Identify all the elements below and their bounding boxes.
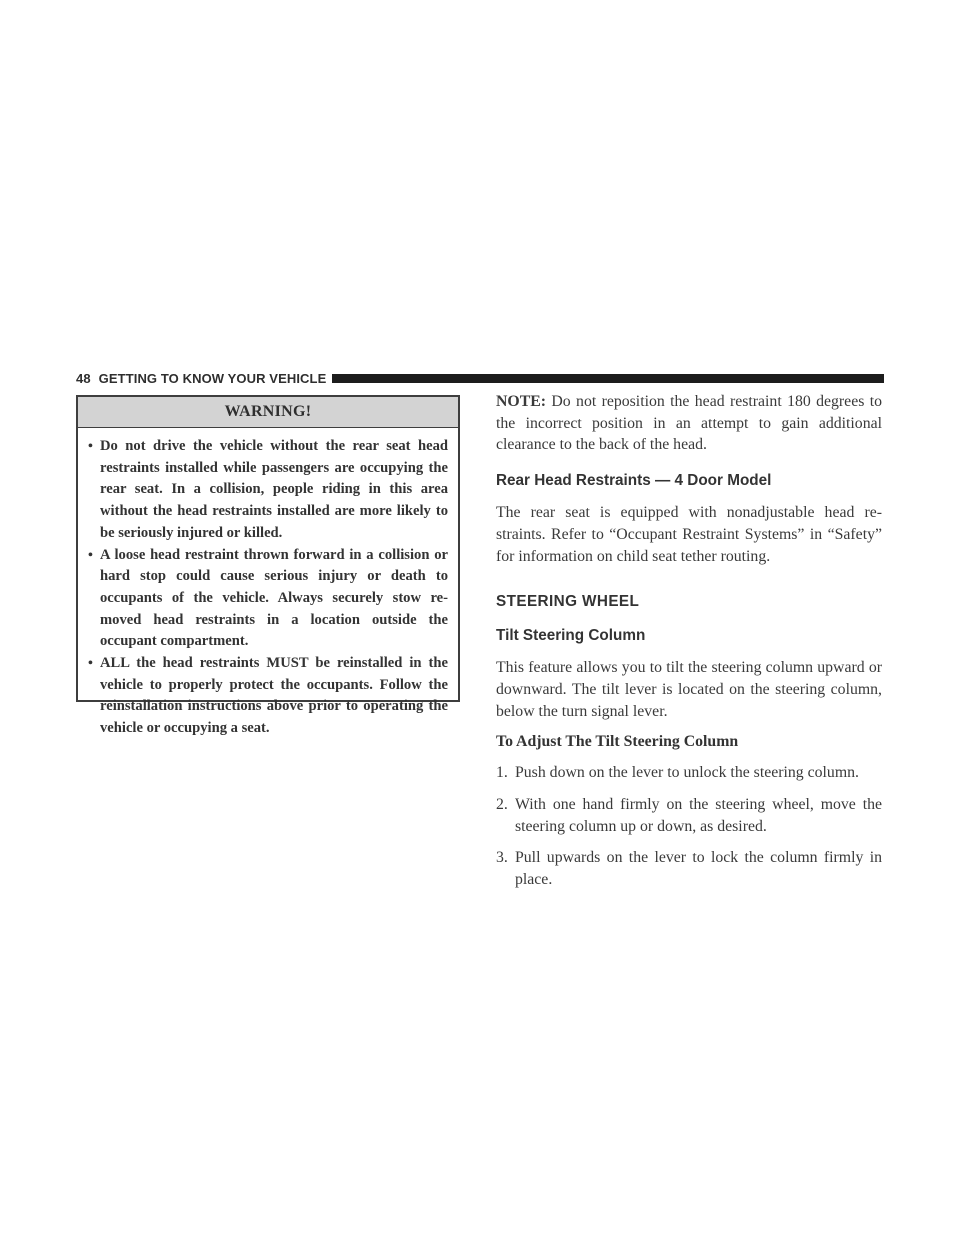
warning-box xyxy=(76,395,460,737)
note-paragraph xyxy=(496,391,882,456)
page-header xyxy=(76,370,884,386)
bullet-icon: • xyxy=(88,547,93,563)
steering-heading: STEERING WHEEL xyxy=(496,593,640,611)
page-number: 48 xyxy=(76,370,91,386)
step-text: With one hand firmly on the steering wheel, move the steering column up or down, as desired. xyxy=(515,796,882,835)
rear-head-heading: Rear Head Restraints — 4 Door Model xyxy=(496,472,772,490)
section-title: GETTING TO KNOW YOUR VEHICLE xyxy=(98,370,327,386)
steering-subheading: Tilt Steering Column xyxy=(496,627,646,645)
step-item xyxy=(496,794,882,837)
warning-item xyxy=(90,545,448,654)
note-text: Do not reposition the head restraint 180 degrees to the incorrect position in an attempt to gain additional clearance to the back of the head. xyxy=(496,393,882,454)
bullet-icon: • xyxy=(88,656,93,672)
step-number: 1. xyxy=(496,764,508,782)
step-text: Pull upwards on the lever to lock the column firmly in place. xyxy=(515,849,882,889)
warning-item-text: Do not drive the vehicle without the rear seat head restraints installed while passengers are occupying the rear seat. In a collision, people riding in this area without the head restraints installed are more likely to be seriously injured or killed. xyxy=(100,438,448,541)
rear-head-text: The rear seat is equipped with nonadjustable head re-straints. Refer to “Occupant Restraint Systems” in “Safety” for information on child seat tether routing. xyxy=(496,504,882,565)
step-item xyxy=(496,762,882,784)
warning-item-text: A loose head restraint thrown forward in a collision or hard stop could cause serious injury or death to occupants of the vehicle. Always securely stow re-moved head restraints in a location outside the occupant compartment. xyxy=(100,546,448,650)
right-column xyxy=(496,391,882,891)
step-number: 3. xyxy=(496,849,508,867)
procedure-title: To Adjust The Tilt Steering Column xyxy=(496,733,739,751)
header-rule xyxy=(332,374,884,383)
step-number: 2. xyxy=(496,796,508,814)
bullet-icon: • xyxy=(88,439,93,454)
warning-item xyxy=(90,653,448,740)
warning-item xyxy=(90,436,448,545)
step-item xyxy=(496,847,882,890)
warning-list xyxy=(78,428,458,740)
note-label: NOTE: xyxy=(496,393,547,410)
warning-title: WARNING! xyxy=(78,397,458,428)
step-text: Push down on the lever to unlock the steering column. xyxy=(515,764,859,782)
steering-intro: This feature allows you to tilt the steering column upward or downward. The tilt lever is located on the steering column, below the turn signal lever. xyxy=(496,659,882,720)
warning-item-text: ALL the head restraints MUST be reinstalled in the vehicle to properly protect the occupants. Follow the reinstallation instructions above prior to operating the vehicle or occupying a seat. xyxy=(100,655,448,737)
header-text xyxy=(76,371,326,386)
